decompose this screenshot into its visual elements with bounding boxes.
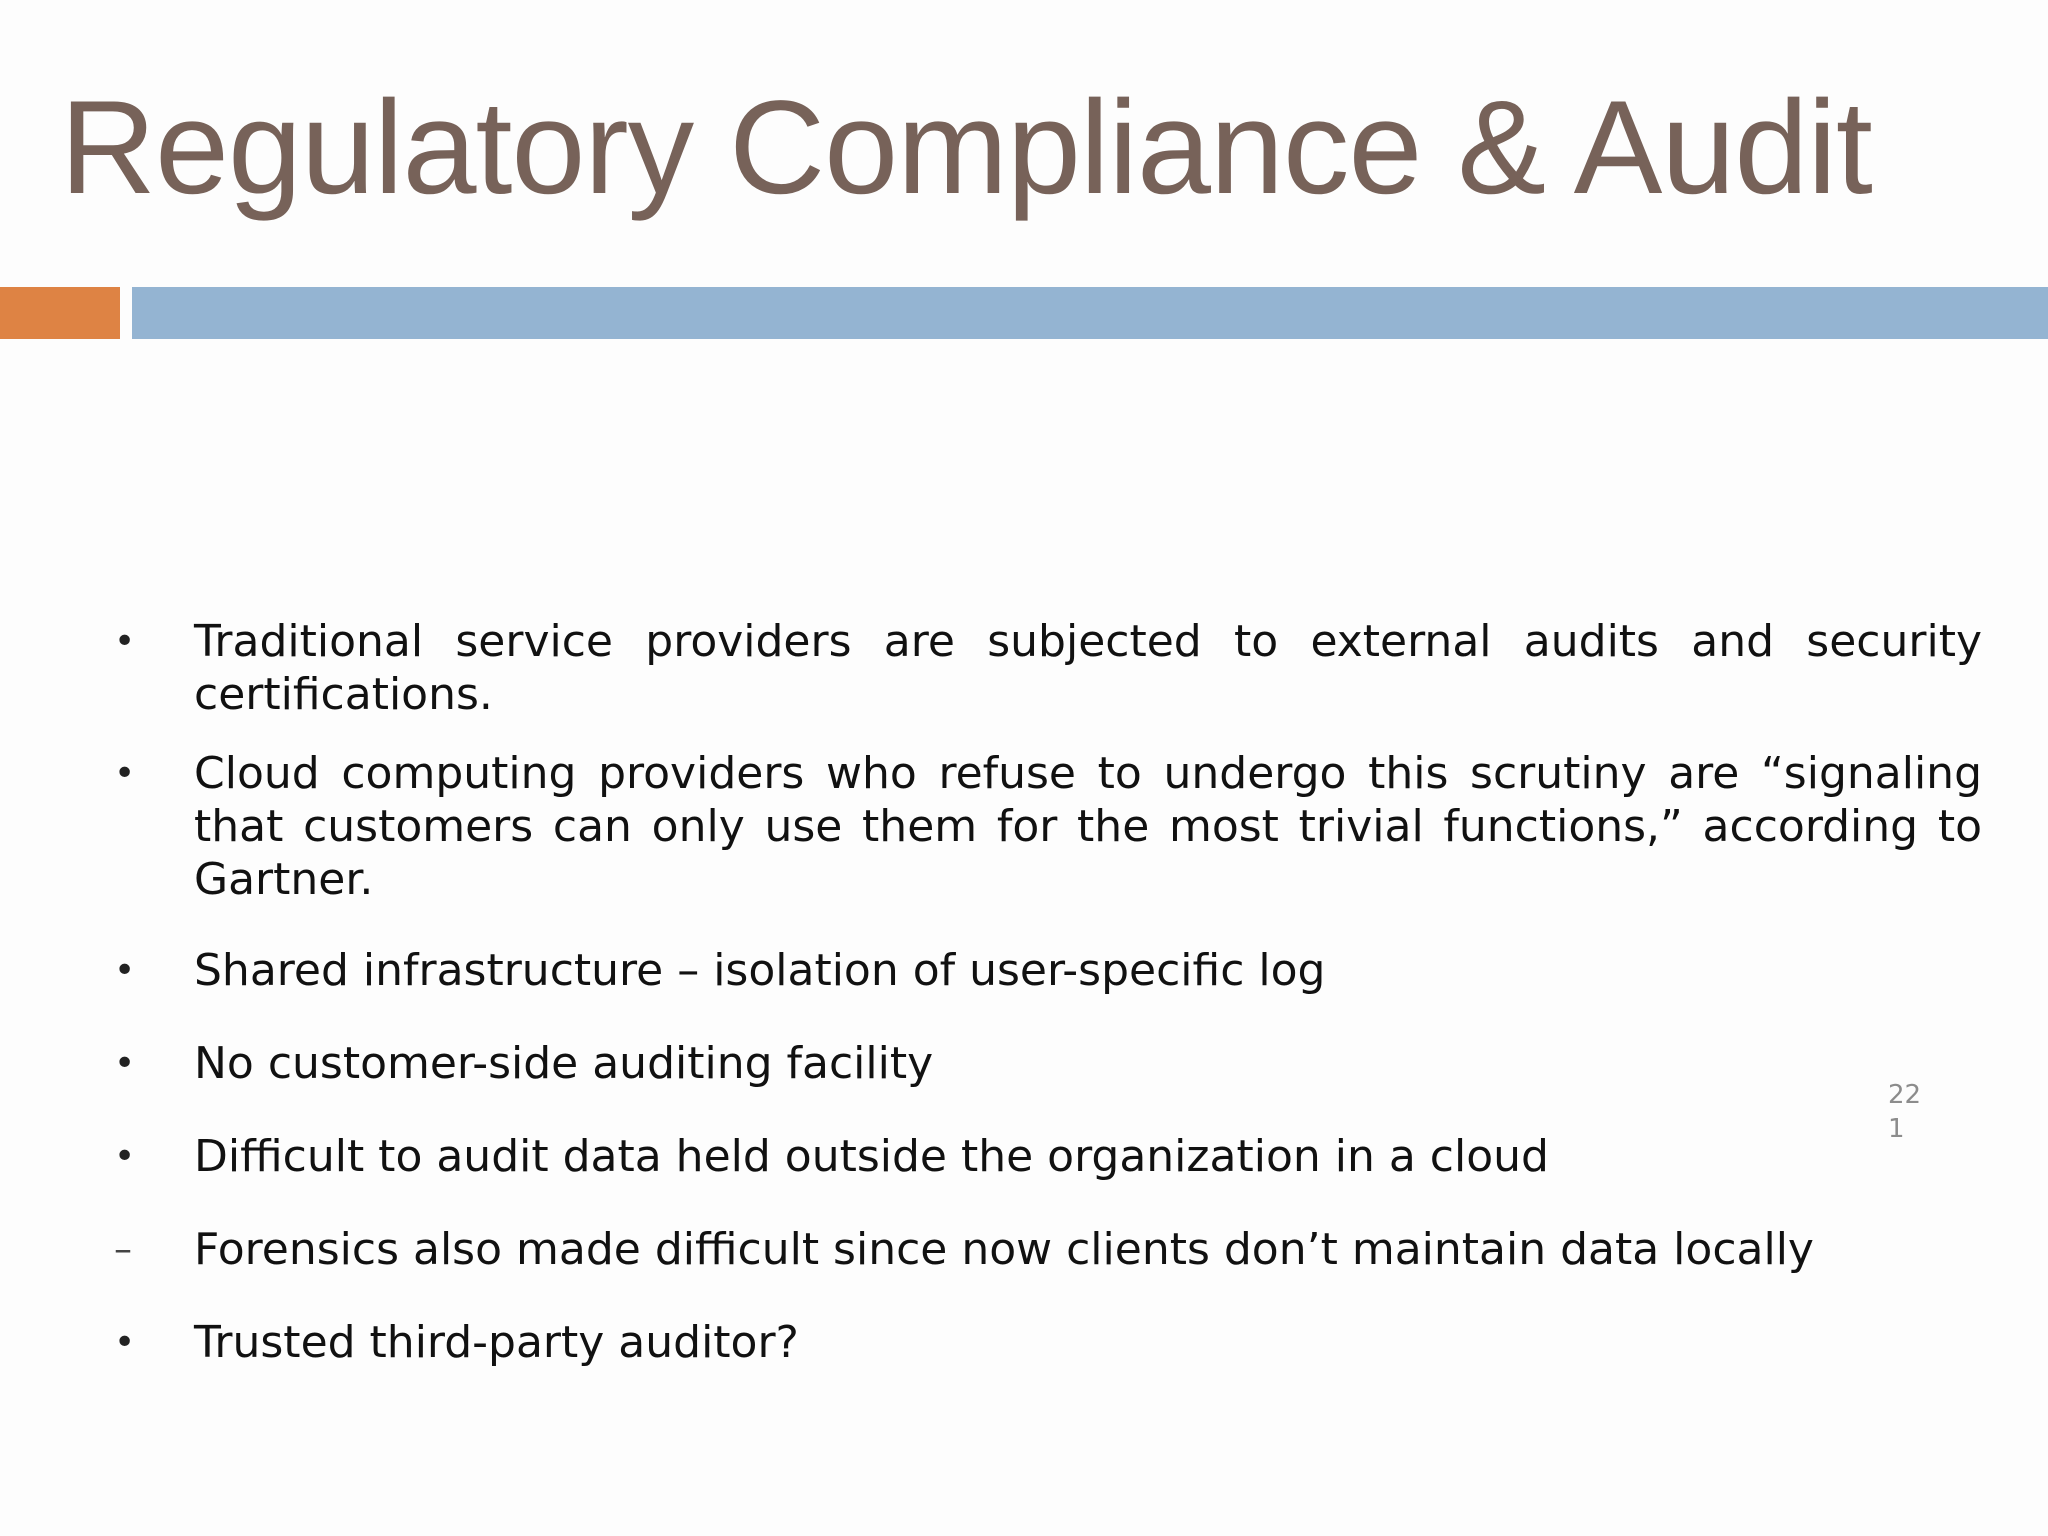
bullet-text: No customer-side auditing facility [194,1038,934,1089]
bullet-text: Trusted third-party auditor? [194,1317,799,1368]
bullet-marker: • [114,1322,136,1363]
bullet-text: Difficult to audit data held outside the organization in a cloud [194,1131,1549,1182]
bullet-item [110,1130,1982,1183]
accent-bar-orange [0,287,120,339]
dash-marker: – [114,1229,132,1270]
bullet-text: Cloud computing providers who refuse to undergo this scrutiny are “signaling that customers can only use them for the most trivial functions,” according to Gartner. [194,748,1982,905]
sub-bullet-item [110,1223,1982,1276]
bullet-marker: • [114,1043,136,1084]
bullet-text: Traditional service providers are subjected to external audits and security certifications. [194,616,1982,720]
bullet-item [110,1316,1982,1369]
bullet-item [110,615,1982,721]
bullet-text: Shared infrastructure – isolation of user-specific log [194,945,1326,996]
bullet-item [110,944,1982,997]
bullet-item [110,747,1982,906]
bullet-marker: • [114,1136,136,1177]
bullet-marker: • [114,621,136,662]
bullet-text: Forensics also made difficult since now clients don’t maintain data locally [194,1224,1814,1275]
bullet-item [110,1037,1982,1090]
bullet-marker: • [114,950,136,991]
bullet-list [110,615,1982,1369]
slide-title: Regulatory Compliance & Audit [60,74,1872,222]
accent-bar-blue [132,287,2048,339]
bullet-marker: • [114,753,136,794]
page-number: 22 1 [1888,1080,1922,1144]
